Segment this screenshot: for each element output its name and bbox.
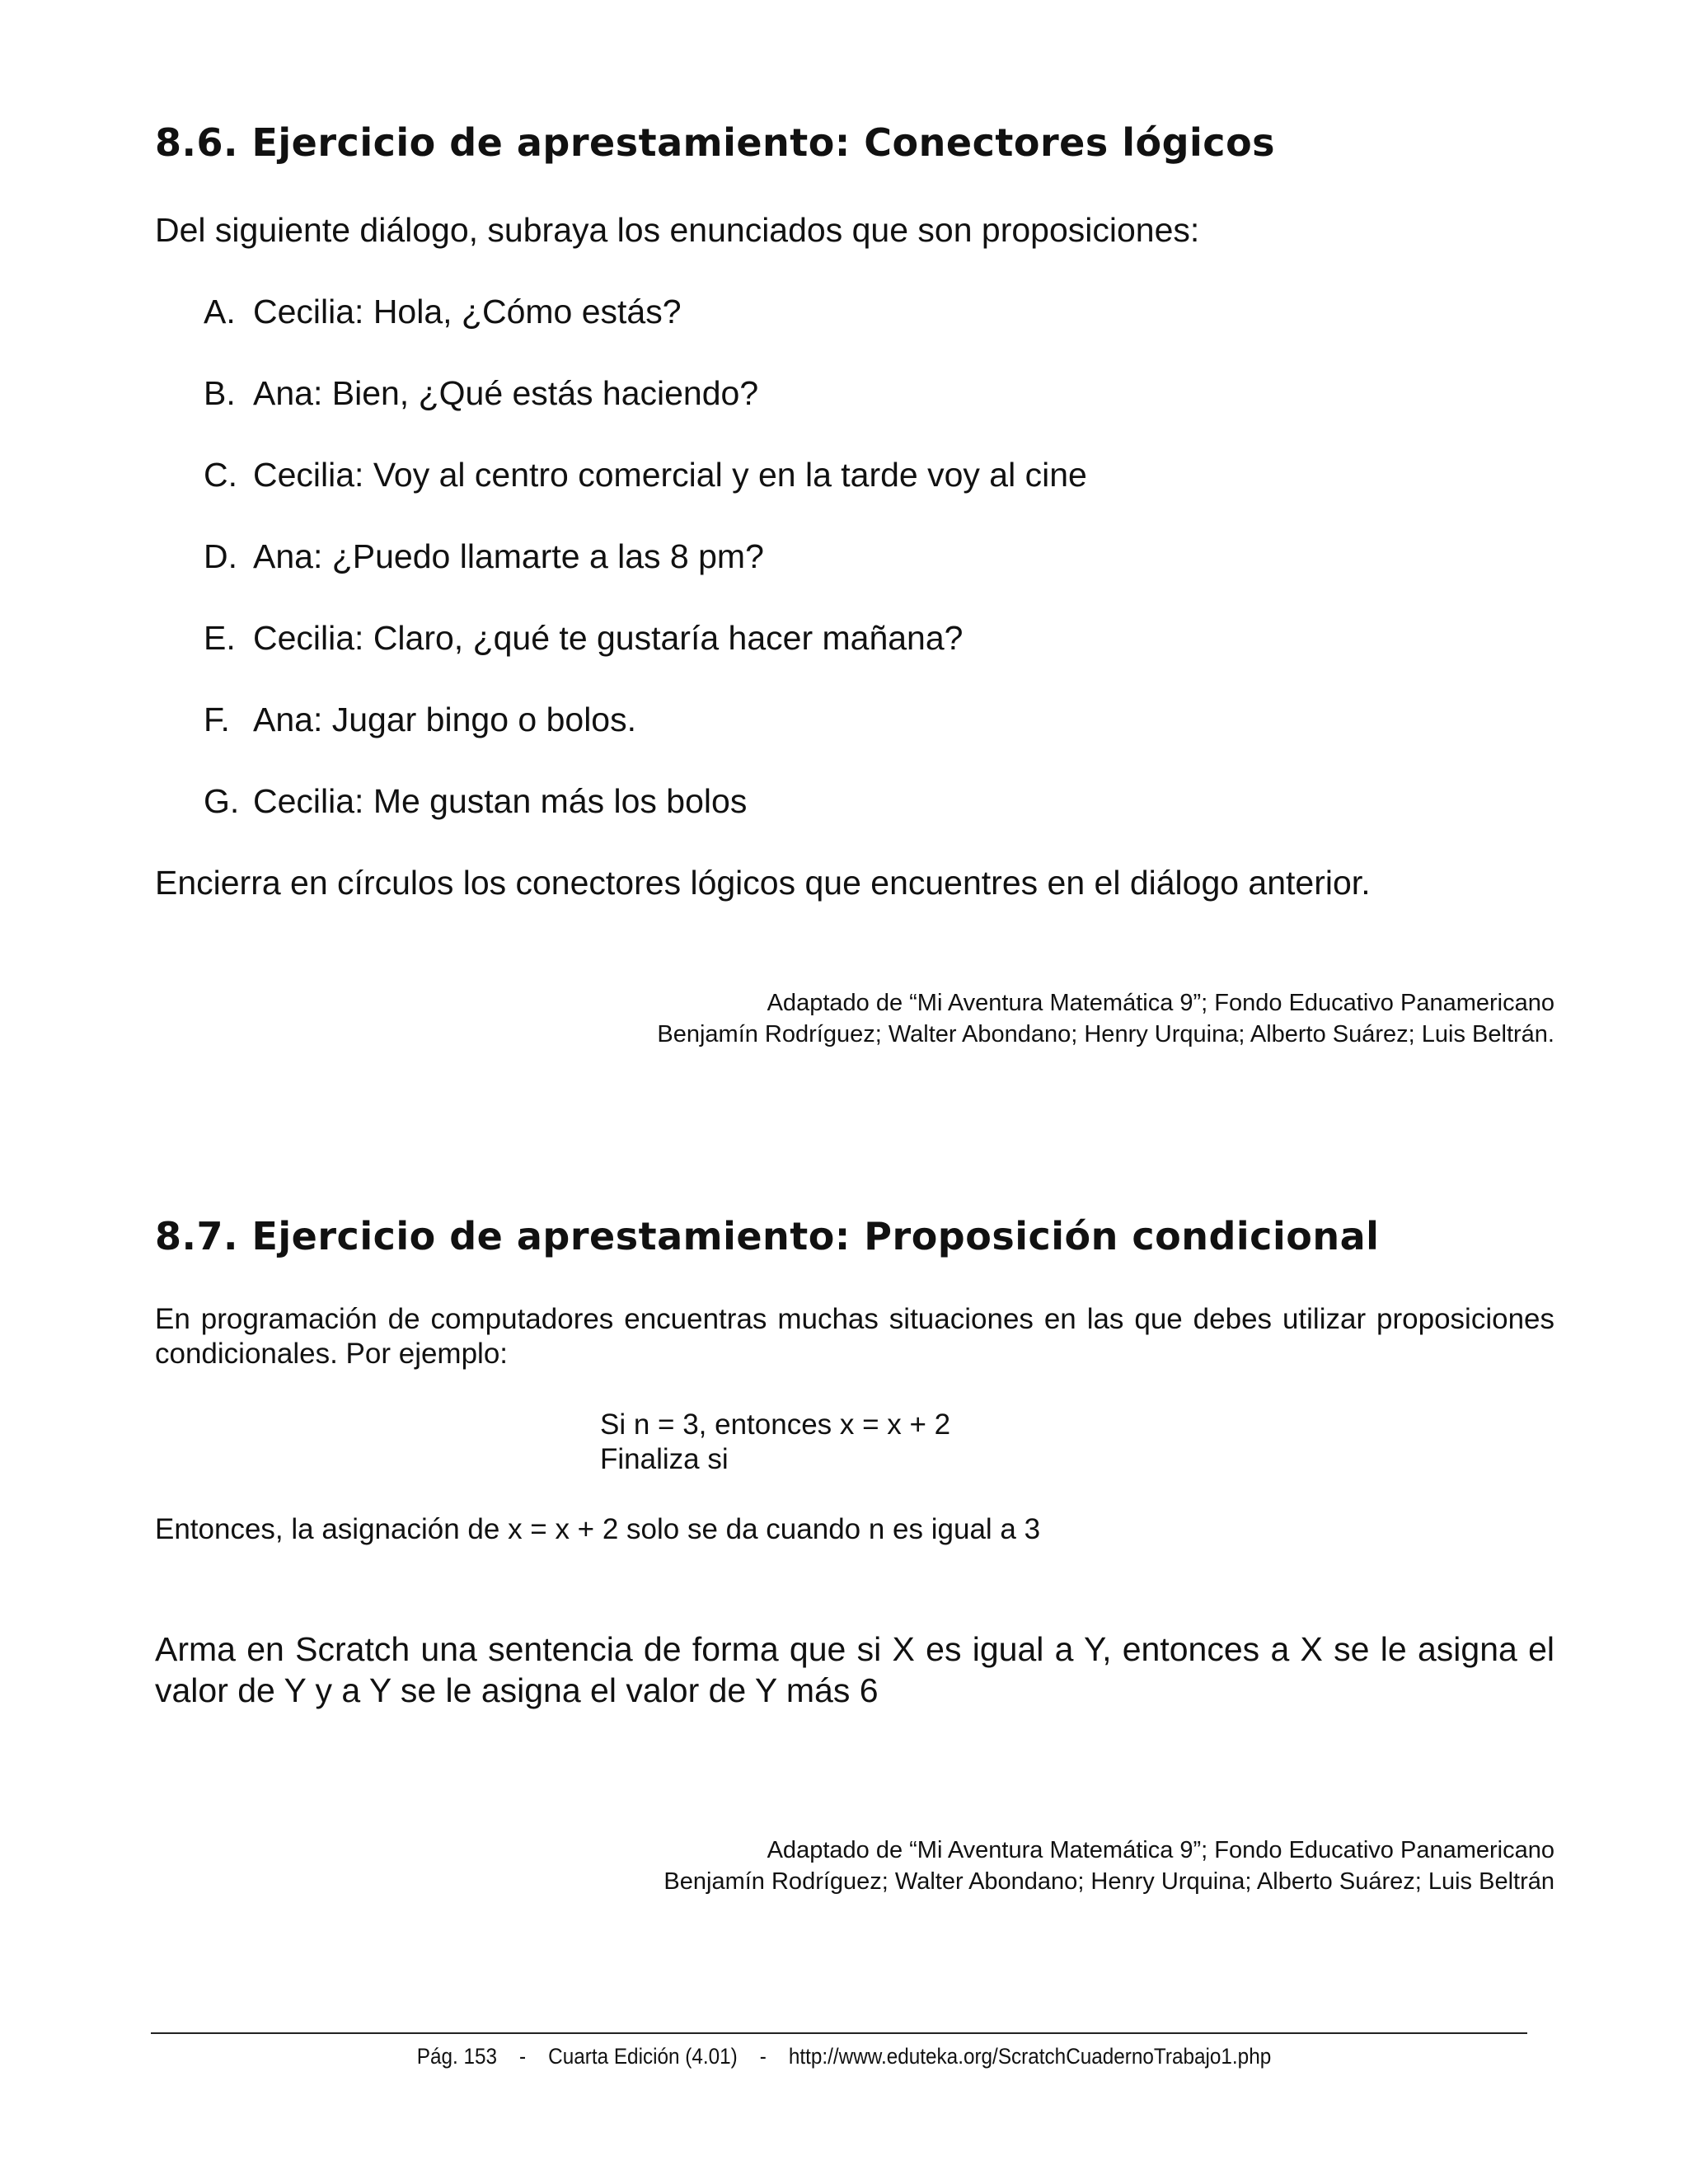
list-item-text: Cecilia: Hola, ¿Cómo estás?: [253, 293, 682, 330]
section-86-closing: Encierra en círculos los conectores lógicos que encuentres en el diálogo anterior.: [155, 864, 1371, 902]
list-item: [204, 701, 636, 739]
list-item-letter: D.: [204, 537, 237, 575]
list-item: [204, 374, 758, 413]
list-item-text: Ana: Jugar bingo o bolos.: [253, 701, 636, 738]
list-item-letter: G.: [204, 782, 240, 820]
credit-line-1: Adaptado de “Mi Aventura Matemática 9”; Fondo Educativo Panamericano: [767, 990, 1554, 1016]
list-item-text: Ana: ¿Puedo llamarte a las 8 pm?: [253, 537, 764, 575]
list-item-letter: C.: [204, 456, 237, 494]
section-87-task: Arma en Scratch una sentencia de forma que si X es igual a Y, entonces a X se le asigna el valor de Y y a Y se le asigna el valor de Y más 6: [155, 1630, 1554, 1709]
section-87-paragraph: En programación de computadores encuentras muchas situaciones en las que debes utilizar proposiciones condicionales. Por ejemplo:: [155, 1303, 1554, 1370]
section-87-heading: 8.7. Ejercicio de aprestamiento: Proposición condicional: [155, 1214, 1380, 1258]
list-item-text: Cecilia: Me gustan más los bolos: [253, 782, 748, 820]
section-87-credit: [663, 1835, 1554, 1897]
list-item: [204, 782, 747, 821]
list-item-letter: A.: [204, 293, 236, 330]
list-item: [204, 537, 764, 576]
list-item-letter: E.: [204, 619, 236, 657]
credit-line-2: Benjamín Rodríguez; Walter Abondano; Henry Urquina; Alberto Suárez; Luis Beltrán: [663, 1868, 1554, 1895]
list-item: [204, 456, 1087, 494]
credit-line-1: Adaptado de “Mi Aventura Matemática 9”; Fondo Educativo Panamericano: [767, 1837, 1554, 1863]
code-line-2: Finaliza si: [600, 1443, 729, 1475]
credit-line-2: Benjamín Rodríguez; Walter Abondano; Henry Urquina; Alberto Suárez; Luis Beltrán.: [657, 1021, 1554, 1047]
section-86-instruction: Del siguiente diálogo, subraya los enunciados que son proposiciones:: [155, 211, 1200, 249]
section-87-explanation: Entonces, la asignación de x = x + 2 solo se da cuando n es igual a 3: [155, 1513, 1041, 1545]
list-item: [204, 619, 963, 658]
page-footer: Pág. 153 - Cuarta Edición (4.01) - http://www.eduteka.org/ScratchCuadernoTrabajo1.php: [416, 2044, 1272, 2069]
code-line-1: Si n = 3, entonces x = x + 2: [600, 1408, 951, 1441]
footer-divider: [151, 2032, 1527, 2034]
section-86-heading: 8.6. Ejercicio de aprestamiento: Conectores lógicos: [155, 120, 1276, 165]
list-item: [204, 293, 682, 331]
code-example: [600, 1408, 950, 1477]
list-item-text: Ana: Bien, ¿Qué estás haciendo?: [253, 374, 759, 412]
list-item-text: Cecilia: Voy al centro comercial y en la tarde voy al cine: [253, 456, 1087, 494]
list-item-text: Cecilia: Claro, ¿qué te gustaría hacer mañana?: [253, 619, 964, 657]
list-item-letter: B.: [204, 374, 236, 412]
list-item-letter: F.: [204, 701, 230, 738]
section-86-credit: [657, 987, 1554, 1050]
